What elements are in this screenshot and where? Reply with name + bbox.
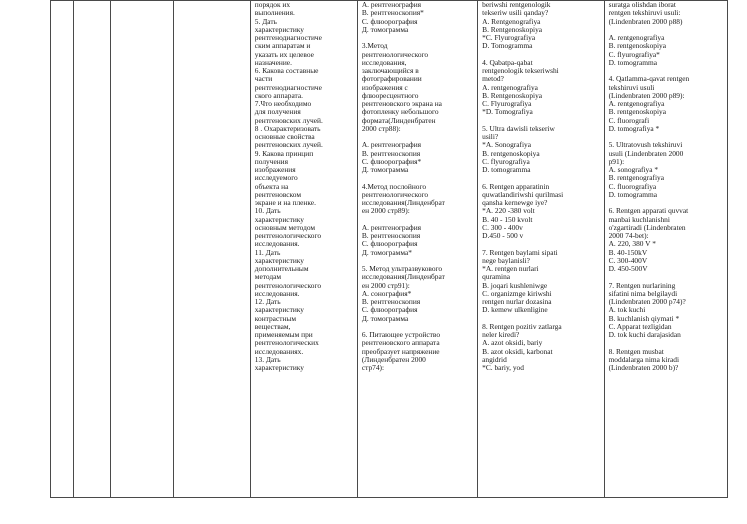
text-line: рентгеновском [254,189,301,199]
test-questions-table [50,0,728,498]
empty-cell-competence [174,1,250,498]
empty-cell-topic [74,1,111,498]
text-line: beriwshi rentgenologik [482,0,551,9]
text-line: фотопленку небольшого [361,107,439,117]
text-line: ским аппаратам и [254,41,311,51]
text-line: B. rentgenoskopiya [608,41,667,51]
text-line: рентгеновского экрана на [361,99,442,108]
text-line: ского аппарата. [254,90,303,100]
text-line: исследования, [361,57,407,67]
text-line: порядок их [254,0,291,9]
text-line: выполнения. [254,8,295,18]
text-line: ен 2000 стр91): [361,280,410,290]
text-line: объекта на [254,181,289,191]
text-line: назначение. [254,57,292,67]
text-line: 8 . Охарактеризовать [254,123,321,133]
text-line: *C. bariy, yod [482,363,524,372]
text-line: изображения [254,165,296,174]
text-line: для получения [254,107,301,117]
text-line: части [254,74,273,84]
text-line: Д. томограмма [361,24,409,34]
text-line: 4.Метод послойного [361,181,427,191]
text-line: 6. Rentgen apparati quvvat [608,206,689,216]
text-line: B. kuchlanish qiymati * [608,313,680,323]
tests-cell-karakalpak [478,1,604,498]
text-line: В. рентгеноскопия [361,231,421,240]
text-line: характеристику [254,24,304,34]
text-line: A. rentgenografiya [482,82,538,92]
text-line: 6. Rentgen apparatinin [482,181,550,191]
text-line: A. tok kuchi [608,305,646,315]
text-line: А. рентгенография [361,140,422,150]
text-line: В. рентгеноскопия [361,148,421,158]
text-line: С. флюорография [361,239,418,249]
text-line: Д. томограмма* [361,247,412,257]
text-line: A. 220, 380 V * [608,239,656,249]
text-line: B. Rentgenoskopiya [482,90,543,100]
text-line: исследуемого [254,173,298,183]
text-line: рентгенологического [361,49,429,59]
text-line: C. flyurografiya [482,156,530,166]
text-line: основным методом [254,222,316,232]
text-line: moddalarga nima kiradi [608,354,680,364]
text-line: 7. Rentgen baylami sipati [482,247,558,257]
text-line: D. tok kuchi darajasidan [608,330,681,339]
text-line: sifatini nima belgilaydi [608,288,678,298]
text-line: neler kiredi? [482,330,520,339]
text-line: контрастным [254,313,297,323]
text-line: Д. томограмма [361,165,409,174]
text-line: tekshiruvi usuli [608,82,655,92]
text-line: nege baylanisli? [482,255,530,265]
text-line: rentgenologik tekseriwshi [482,66,559,75]
text-line: характеристику [254,305,304,315]
text-line: B. 40-150kV [608,247,648,257]
text-line: D. tomografiya * [608,123,660,133]
text-line: (Lindenbraten 2000 p89): [608,90,685,100]
text-line: 7. Rentgen nurlarining [608,280,676,290]
text-line: usuli (Lindenbraten 2000 [608,148,684,158]
text-line: Д. томограмма [361,313,409,323]
text-line: rentgen tekshiruvi usuli: [608,8,681,18]
text-line: дополнительным [254,264,309,273]
text-line: 8. Rentgen musbat [608,346,664,356]
text-line: исследования. [254,288,300,298]
text-line: D. tomogramma [608,57,658,67]
text-line: стр74): [361,363,385,372]
text-line: (Lindenbraten 2000 b)? [608,363,679,372]
text-line: 11. Дать [254,247,281,257]
text-line: B. azot oksidi, karbonat [482,346,553,356]
text-line: 8. Rentgen pozitiv zatlarga [482,321,562,331]
text-line: рентгеновских лучей. [254,115,323,125]
text-line: А. рентгенография [361,222,422,232]
text-line: 4. Qabatpa-qabat [482,57,533,67]
text-line: *A. 220 -380 volt [482,206,535,216]
table-row [51,1,728,498]
text-line: С. флюорография [361,16,418,26]
text-line: 10. Дать [254,206,281,216]
tests-cell-russian [357,1,477,498]
text-line: C. flyurografiya* [608,49,660,59]
text-line: A. azot oksidi, bariy [482,338,543,348]
text-line: 5. Ultratovush tekshiruvi [608,140,683,150]
text-line: B. joqari kushleniwge [482,280,548,290]
text-line: 13. Дать [254,354,281,364]
text-line: qansha kernewge iye? [482,198,548,207]
text-line: А. сонография* [361,288,412,298]
text-line: tekseriw usili qanday? [482,8,549,18]
text-line: 9. Какова принцип [254,148,314,158]
text-line: C. Flyurografiya [482,99,532,108]
text-line: рентгенологического [254,280,322,290]
text-line: исследования(Линденбрат [361,198,445,207]
text-line: заключающийся в [361,66,419,75]
text-line: o'zgartiradi (Lindenbraten [608,222,686,232]
text-line: 7.Что необходимо [254,99,312,108]
text-line: p91): [608,156,625,166]
text-line: флюоресцентного [361,90,419,100]
tasks-cell-russian [250,1,357,498]
text-line: указать их целевое [254,49,314,59]
empty-cell-number [51,1,74,498]
text-line: (Lindenbraten 2000 p88) [608,16,683,26]
text-line: В. рентгеноскопия* [361,8,424,18]
text-line: 12. Дать [254,297,281,306]
text-line: A. rentgenografiya [608,33,665,42]
text-line: А. рентгенография [361,0,422,9]
text-line: C. Apparat tezligidan [608,321,672,331]
text-line: *C. Flyurografiya [482,33,536,42]
text-line: С. флюорография [361,305,418,315]
text-line: *A. rentgen nurlari [482,264,539,273]
text-line: формата(Линденбратен [361,115,436,125]
text-line: C. organizmge kiriwshi [482,288,552,298]
text-line: рентгенологического [254,231,322,240]
text-line: 5. Дать [254,16,277,26]
text-line: *A. Sonografiya [482,140,531,150]
text-line: angidrid [482,354,507,364]
text-line: изображения с [361,82,408,92]
text-line: С. флюорография* [361,156,422,166]
text-line: рентгеновского аппарата [361,338,440,348]
text-line: 2000 74-bet): [608,231,649,240]
tests-cell-uzbek [604,1,727,498]
text-line: получения [254,156,289,166]
text-line: веществам, [254,321,291,331]
empty-cell-hours [111,1,174,498]
text-line: D. kemew ulkenligine [482,305,548,315]
text-line: фотографировании [361,74,422,84]
text-line: преобразует напряжение [361,346,440,356]
text-line: рентгенологического [361,189,429,199]
text-line: основные свойства [254,132,315,141]
text-line: B. rentgenografiya [608,173,664,183]
text-line: quwatlandiriwshi qurilmasi [482,189,564,199]
text-line: 2000 стр88): [361,123,401,133]
text-line: 3.Метод [361,41,388,51]
text-line: исследования. [254,239,300,249]
text-line: D. tomogramma [482,165,531,174]
text-line: (Линденбратен 2000 [361,354,426,364]
text-line: C. 300 - 400v [482,222,523,232]
text-line: 5. Метод ультразвукового [361,264,443,273]
text-line: A. sonografiya * [608,165,659,174]
text-line: C. fluorografiya [608,181,657,191]
text-line: исследованиях. [254,346,304,356]
text-line: B. rentgenoskopiya [608,107,667,117]
text-line: характеристику [254,214,304,224]
text-line: рентгеновских лучей. [254,140,323,150]
text-line: характеристику [254,255,304,265]
text-line: В. рентгеноскопия [361,297,421,306]
text-line: рентгенодиагностиче [254,33,322,42]
text-line: исследования(Линденбрат [361,272,445,282]
text-line: 6. Какова составные [254,66,319,75]
text-line: характеристику [254,363,304,372]
text-line: A. rentgenografiya [608,99,665,108]
text-line: 6. Питающее устройство [361,330,441,339]
text-line: A. Rentgenografiya [482,16,541,26]
text-line: B. 40 - 150 kvolt [482,214,533,224]
text-line: D.450 - 500 v [482,231,524,240]
text-line: usili? [482,132,499,141]
text-line: D. tomogramma [608,189,658,199]
text-line: рентгенодиагностиче [254,82,322,92]
text-line: (Lindenbraten 2000 p74)? [608,297,686,306]
text-line: C. 300-400V [608,255,648,265]
text-line: методам [254,272,282,282]
text-line: B. Rentgenoskopiya [482,24,543,34]
text-line: рентгенологических [254,338,319,348]
text-line: экране и на пленке. [254,198,316,207]
text-line: metod? [482,74,504,84]
text-line: 5. Ultra dawisli tekseriw [482,123,555,133]
text-line: *D. Tomografiya [482,107,533,117]
text-line: C. fluorografi [608,115,650,125]
text-line: D. 450-500V [608,264,648,273]
text-line: B. rentgenoskopiya [482,148,540,158]
text-line: 4. Qatlamma-qavat rentgen [608,74,690,84]
text-line: применяемым при [254,330,313,339]
text-line: manbai kuchlanishni [608,214,670,224]
text-line: quramina [482,272,511,282]
text-line: suratga olishdan iborat [608,0,676,9]
text-line: ен 2000 стр89): [361,206,410,216]
text-line: D. Tomogramma [482,41,533,51]
text-line: rentgen nurlar dozasina [482,297,552,306]
